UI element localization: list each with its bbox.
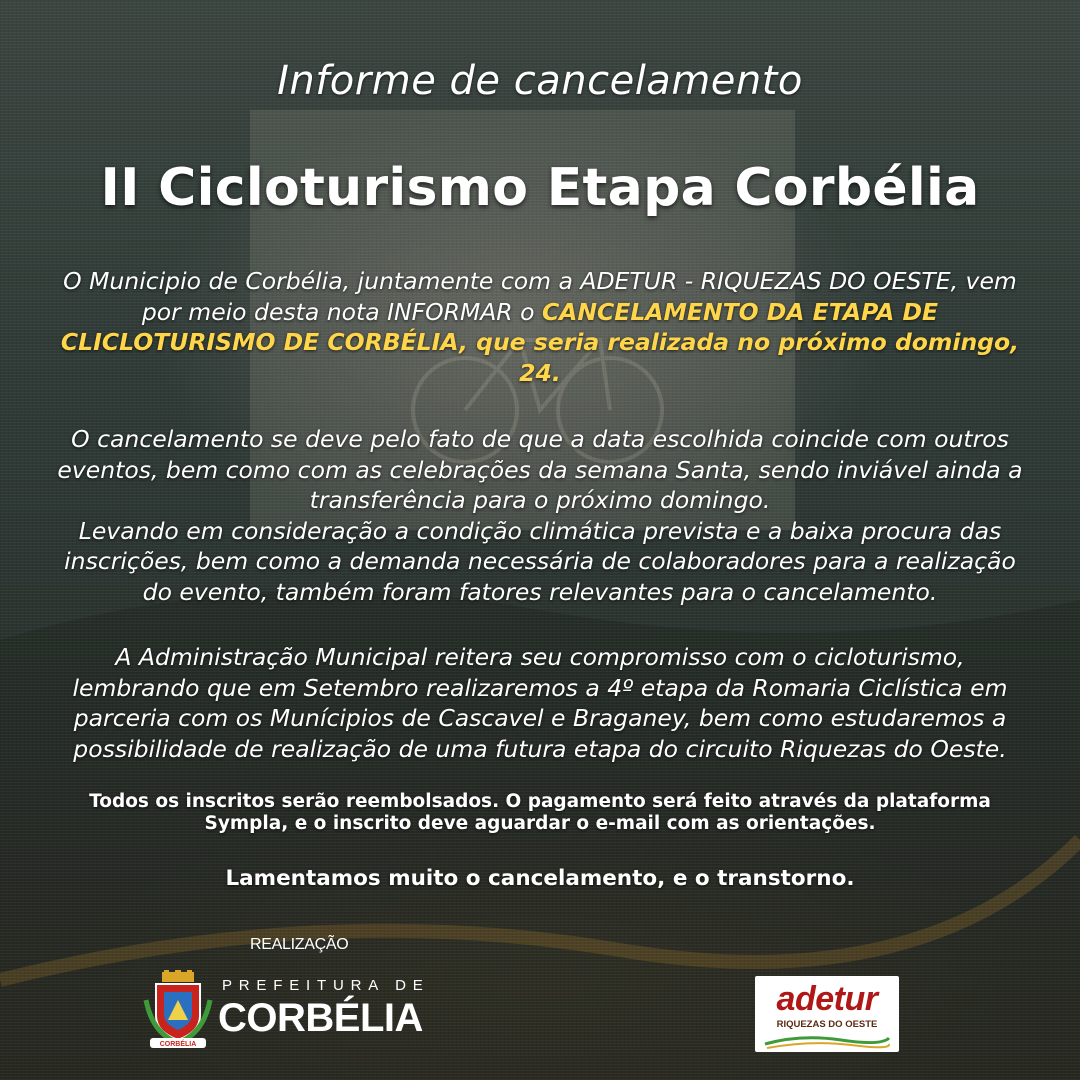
reason-text: O cancelamento se deve pelo fato de que a data escolhida coincide com outros eventos, bem como com as celebrações da semana Santa, sendo inviável ainda a transferência para o próximo domingo. [57,425,1023,514]
reason-text-2: Levando em consideração a condição climática prevista e a baixa procura das inscrições, bem como a demanda necessária de colaboradores para a realização do evento, também foram fatores relevantes para o cancelamento. [64,516,1016,606]
poster-kicker: Informe de cancelamento [277,58,803,104]
adetur-logo [755,976,899,1052]
cancellation-highlight: CANCELAMENTO DA ETAPA DE CLICLOTURISMO DE CORBÉLIA, que seria realizada no próximo domingo, 24. [60,297,1020,387]
municipal-crest-icon [142,970,214,1050]
adetur-subtitle: RIQUEZAS DO OESTE [776,1019,878,1030]
reason-paragraph [55,424,1025,607]
poster-title: II Cicloturismo Etapa Corbélia [100,158,980,218]
announcement-text: O Municipio de Corbélia, juntamente com a ADETUR - RIQUEZAS DO OESTE, vem por meio desta nota INFORMAR o [63,267,1017,326]
announcement-paragraph [55,266,1025,388]
adetur-swoosh-icon [761,1032,893,1050]
realizacao-label: REALIZAÇÃO [250,936,349,953]
adetur-logotype: adetur [776,980,878,1018]
prefeitura-label: PREFEITURA DE [222,977,430,994]
corbelia-logotype: CORBÉLIA [218,996,423,1040]
commitment-paragraph: A Administração Municipal reitera seu compromisso com o cicloturismo, lembrando que em Setembro realizaremos a 4º etapa da Romaria Ciclística em parceria com os Munícipios de Cascavel e Braganey, bem como estudaremos a possibilidade de realização de uma futura etapa do circuito Riquezas do Oeste. [72,643,1008,763]
apology-text: Lamentamos muito o cancelamento, e o transtorno. [225,866,855,891]
crest-ribbon-label: CORBÉLIA [159,1041,197,1048]
refund-note: Todos os inscritos serão reembolsados. O pagamento será feito através da plataforma Sympla, e o inscrito deve aguardar o e-mail com as orientações. [89,791,991,834]
